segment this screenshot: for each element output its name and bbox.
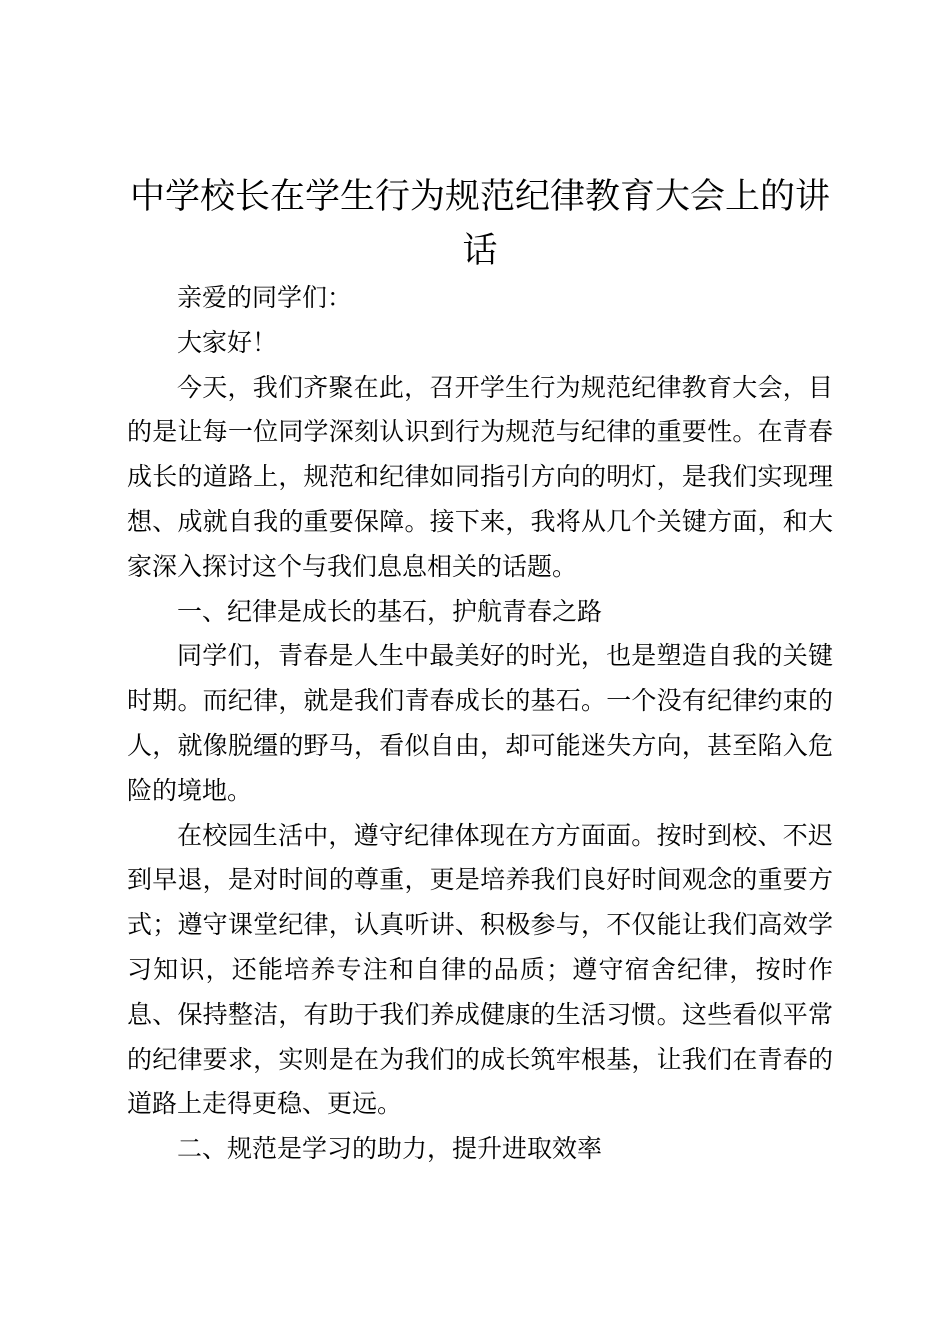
document-body	[127, 276, 833, 1172]
document-title: 中学校长在学生行为规范纪律教育大会上的讲话	[129, 177, 830, 271]
greeting: 大家好！	[177, 327, 278, 357]
intro-paragraph: 今天，我们齐聚在此，召开学生行为规范纪律教育大会，目的是让每一位同学深刻认识到行为规范与纪律的重要性。在青春成长的道路上，规范和纪律如同指引方向的明灯，是我们实现理想、成就自我的重要保障。接下来，我将从几个关键方面，和大家深入探讨这个与我们息息相关的话题。	[127, 372, 833, 581]
section1-paragraph-2: 在校园生活中，遵守纪律体现在方方面面。按时到校、不迟到早退，是对时间的尊重，更是培养我们良好时间观念的重要方式；遵守课堂纪律，认真听讲、积极参与，不仅能让我们高效学习知识，还能培养专注和自律的品质；遵守宿舍纪律，按时作息、保持整洁，有助于我们养成健康的生活习惯。这些看似平常的纪律要求，实则是在为我们的成长筑牢根基，让我们在青春的道路上走得更稳、更远。	[127, 820, 833, 1119]
salutation: 亲爱的同学们：	[177, 283, 353, 312]
section1-paragraph-1: 同学们，青春是人生中最美好的时光，也是塑造自我的关键时期。而纪律，就是我们青春成长的基石。一个没有纪律约束的人，就像脱缰的野马，看似自由，却可能迷失方向，甚至陷入危险的境地。	[127, 641, 833, 805]
section-heading-2: 二、规范是学习的助力，提升进取效率	[177, 1134, 603, 1164]
section-heading-1: 一、纪律是成长的基石，护航青春之路	[177, 596, 603, 626]
